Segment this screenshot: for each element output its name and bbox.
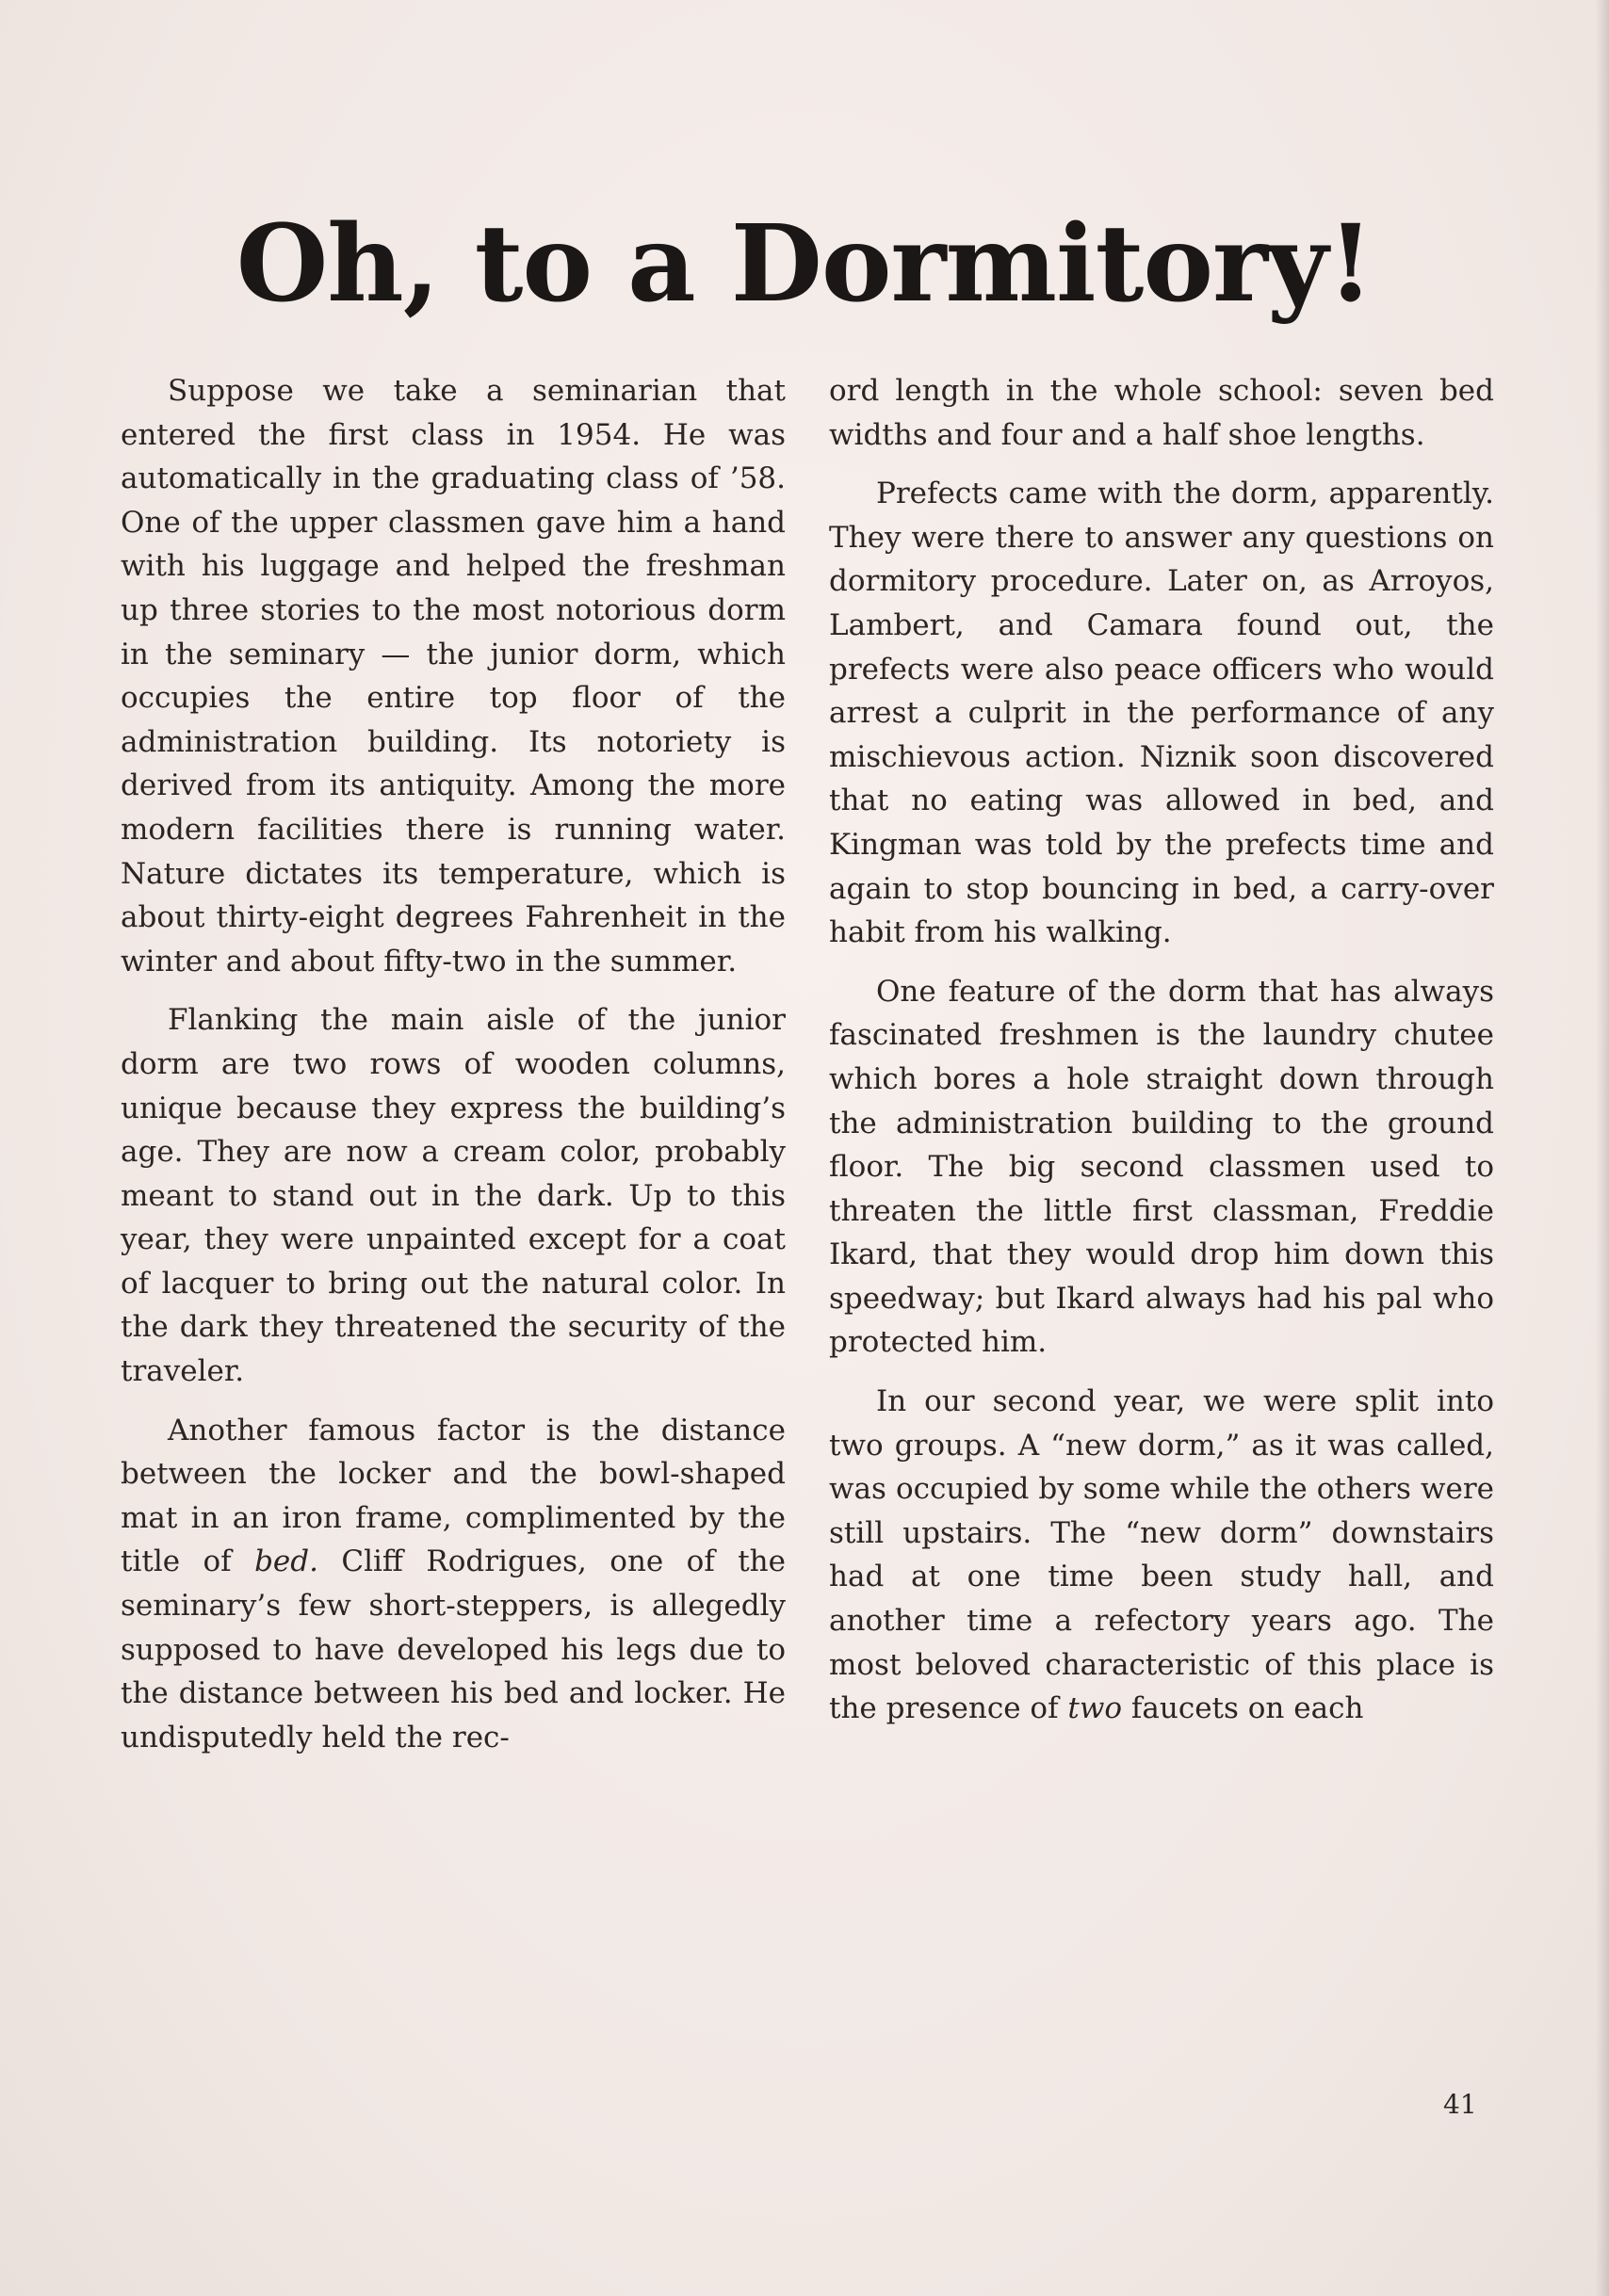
article-title: Oh, to a Dormitory! — [236, 202, 1373, 327]
paragraph — [829, 1380, 1494, 1731]
paragraph-text: faucets on each — [1122, 1691, 1364, 1726]
right-column — [829, 369, 1494, 1746]
left-column — [121, 369, 786, 1774]
paragraph: Suppose we take a seminarian that entered the first class in 1954. He was automatically in the graduating class of ’58. One of the upper classmen gave him a hand with his luggage and helped the freshman up three stories to the most notorious dorm in the seminary — the junior dorm, which occupies the entire top floor of the administration building. Its notoriety is derived from its antiquity. Among the more modern facilities there is running water. Nature dictates its temperature, which is about thirty-eight degrees Fahrenheit in the winter and about fifty-two in the summer. — [121, 374, 786, 978]
paragraph-text: Another famous factor is the distance between the locker and the bowl-shaped mat in an iron frame, complimented by the title of — [121, 1413, 786, 1579]
paragraph-text: Cliff Rodrigues, one of the seminary’s few short-steppers, is allegedly supposed to have developed his legs due to the distance between his bed and locker. He undisputedly held the rec- — [121, 1544, 786, 1754]
italic-text: two — [1067, 1691, 1123, 1726]
paragraph: Flanking the main aisle of the junior dorm are two rows of wooden columns, unique because they express the building’s age. They are now a cream color, probably meant to stand out in the dark. Up to this year, they were unpainted except for a coat of lacquer to bring out the natural color. In the dark they threatened the security of the traveler. — [121, 1003, 786, 1389]
page-edge-shadow — [1596, 0, 1609, 2296]
paragraph: Prefects came with the dorm, apparently. They were there to answer any questions on dormitory procedure. Later on, as Arroyos, Lambert, and Camara found out, the prefects were also peace officers who would arrest a culprit in the performance of any mischievous action. Niznik soon discovered that no eating was allowed in bed, and Kingman was told by the prefects time and again to stop bouncing in bed, a carry-over habit from his walking. — [829, 477, 1494, 950]
paragraph: One feature of the dorm that has always fascinated freshmen is the laundry chutee which bores a hole straight down through the administration building to the ground floor. The big second classmen used to threaten the little first classman, Freddie Ikard, that they would drop him down this speedway; but Ikard always had his pal who protected him. — [829, 974, 1494, 1360]
paragraph: ord length in the whole school: seven bed widths and four and a half shoe lengths. — [829, 374, 1494, 452]
page-number: 41 — [1443, 2089, 1477, 2120]
italic-text: bed. — [254, 1544, 318, 1579]
paragraph-text: In our second year, we were split into two groups. A “new dorm,” as it was called, was occupied by some while the others were still upstairs. The “new dorm” downstairs had at one time been study hall, and another time a refectory years ago. The most beloved characteristic of this place is the presence of — [829, 1384, 1494, 1726]
paragraph — [121, 1409, 786, 1760]
